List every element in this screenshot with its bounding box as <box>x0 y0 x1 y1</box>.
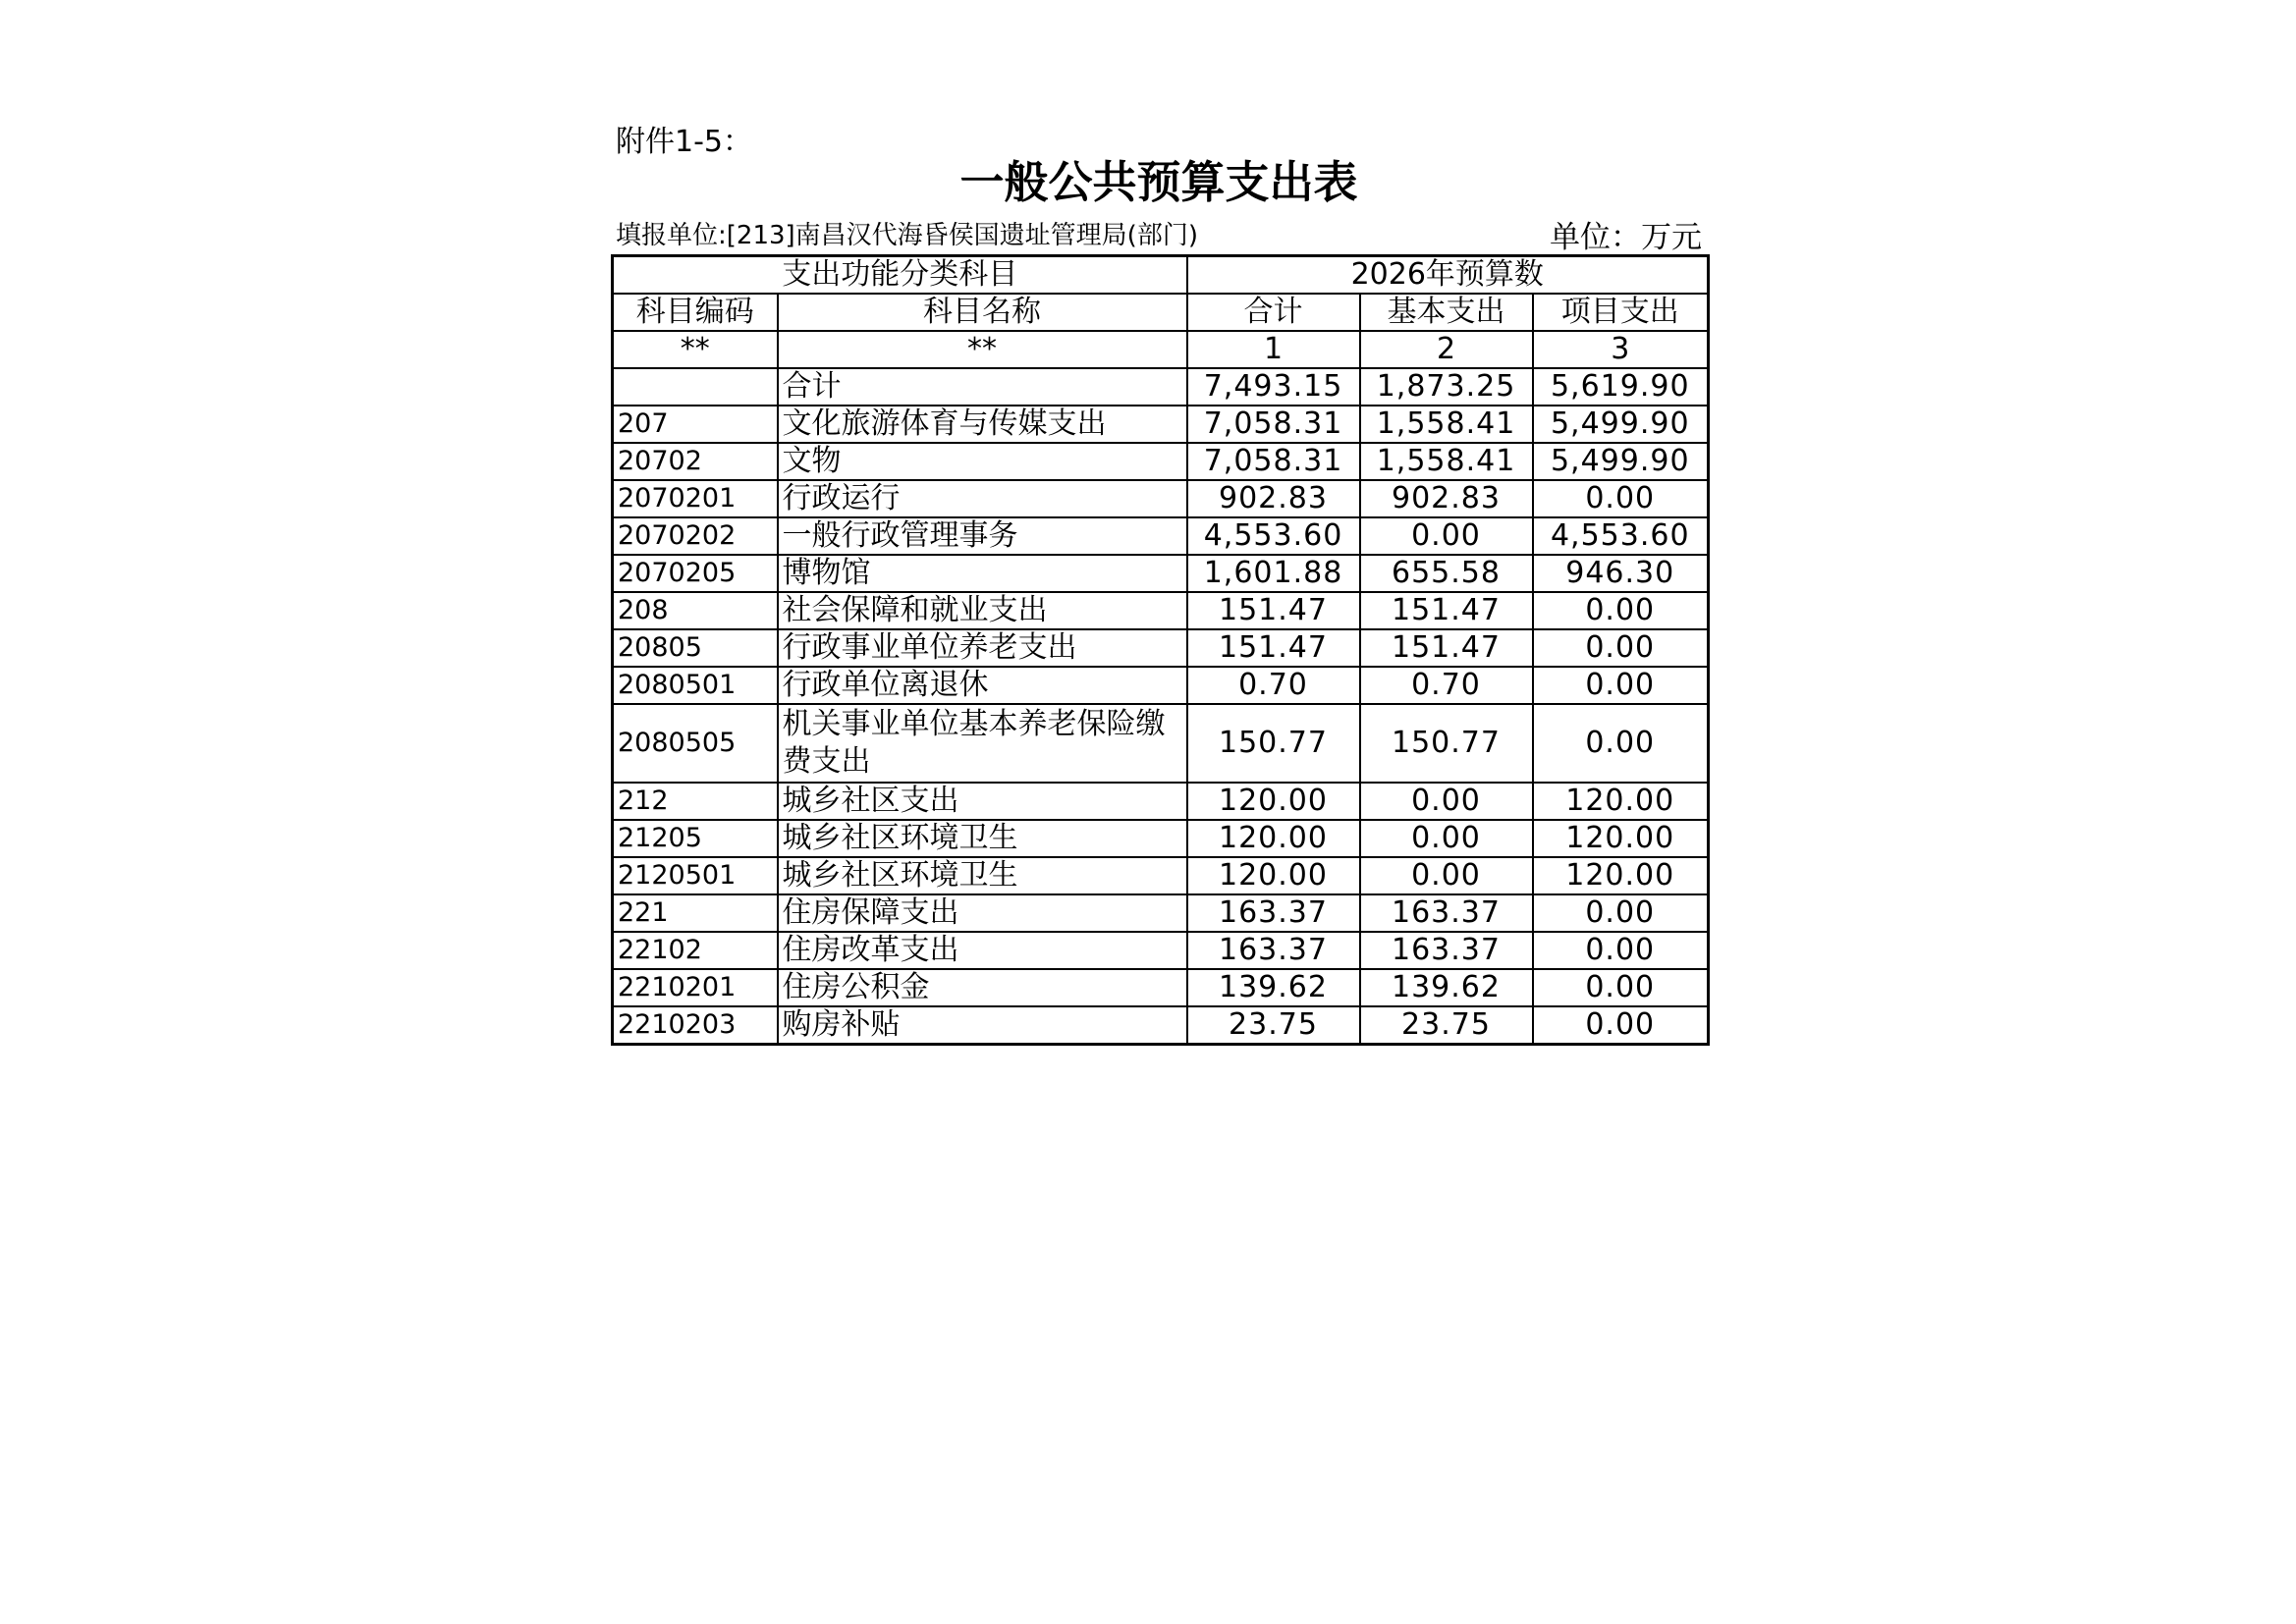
cell-name: 住房改革支出 <box>778 932 1187 969</box>
table-row <box>613 857 1709 894</box>
table-row <box>613 783 1709 820</box>
table-row <box>613 932 1709 969</box>
cell-code: 20805 <box>613 629 778 667</box>
cell-total: 0.70 <box>1187 667 1360 704</box>
header-project-index: 3 <box>1533 331 1709 368</box>
reporting-unit: 填报单位:[213]南昌汉代海昏侯国遗址管理局(部门) <box>616 221 1198 250</box>
cell-total: 163.37 <box>1187 932 1360 969</box>
cell-basic: 163.37 <box>1360 894 1533 932</box>
cell-total: 163.37 <box>1187 894 1360 932</box>
table-row <box>613 592 1709 629</box>
cell-project: 5,499.90 <box>1533 443 1709 480</box>
cell-project: 946.30 <box>1533 555 1709 592</box>
cell-basic: 163.37 <box>1360 932 1533 969</box>
cell-code: 21205 <box>613 820 778 857</box>
cell-total: 1,601.88 <box>1187 555 1360 592</box>
header-code: 科目编码 <box>613 294 778 331</box>
cell-total: 151.47 <box>1187 629 1360 667</box>
header-code-mark: ** <box>613 331 778 368</box>
cell-project: 0.00 <box>1533 667 1709 704</box>
cell-name: 住房保障支出 <box>778 894 1187 932</box>
cell-code: 2210203 <box>613 1006 778 1045</box>
table-row <box>613 555 1709 592</box>
table-row <box>613 667 1709 704</box>
cell-name: 行政事业单位养老支出 <box>778 629 1187 667</box>
cell-basic: 151.47 <box>1360 629 1533 667</box>
header-budget-year: 2026年预算数 <box>1187 256 1709 295</box>
cell-basic: 151.47 <box>1360 592 1533 629</box>
header-row-group <box>613 256 1709 295</box>
cell-basic: 0.00 <box>1360 517 1533 555</box>
cell-project: 4,553.60 <box>1533 517 1709 555</box>
cell-name: 住房公积金 <box>778 969 1187 1006</box>
header-function-category: 支出功能分类科目 <box>613 256 1187 295</box>
cell-total: 151.47 <box>1187 592 1360 629</box>
table-row <box>613 629 1709 667</box>
cell-name: 城乡社区支出 <box>778 783 1187 820</box>
table-row <box>613 368 1709 406</box>
header-total-index: 1 <box>1187 331 1360 368</box>
cell-basic: 23.75 <box>1360 1006 1533 1045</box>
cell-total: 7,493.15 <box>1187 368 1360 406</box>
cell-name: 机关事业单位基本养老保险缴费支出 <box>778 704 1187 783</box>
page-title: 一般公共预算支出表 <box>959 156 1358 208</box>
header-row-columns <box>613 294 1709 331</box>
cell-code: 2070205 <box>613 555 778 592</box>
header-basic: 基本支出 <box>1360 294 1533 331</box>
header-total: 合计 <box>1187 294 1360 331</box>
cell-basic: 1,558.41 <box>1360 443 1533 480</box>
cell-project: 0.00 <box>1533 629 1709 667</box>
cell-total: 23.75 <box>1187 1006 1360 1045</box>
header-project: 项目支出 <box>1533 294 1709 331</box>
cell-project: 5,619.90 <box>1533 368 1709 406</box>
table-row <box>613 704 1709 783</box>
cell-total: 120.00 <box>1187 783 1360 820</box>
cell-basic: 0.70 <box>1360 667 1533 704</box>
cell-name: 行政运行 <box>778 480 1187 517</box>
table-row <box>613 480 1709 517</box>
cell-project: 120.00 <box>1533 820 1709 857</box>
cell-project: 120.00 <box>1533 783 1709 820</box>
table-row <box>613 517 1709 555</box>
cell-code: 2070201 <box>613 480 778 517</box>
cell-basic: 1,873.25 <box>1360 368 1533 406</box>
attachment-label: 附件1-5： <box>616 125 752 159</box>
table-row <box>613 969 1709 1006</box>
cell-name: 购房补贴 <box>778 1006 1187 1045</box>
cell-code: 212 <box>613 783 778 820</box>
cell-name: 文化旅游体育与传媒支出 <box>778 406 1187 443</box>
cell-code <box>613 368 778 406</box>
cell-project: 0.00 <box>1533 932 1709 969</box>
table-row <box>613 406 1709 443</box>
cell-project: 0.00 <box>1533 894 1709 932</box>
cell-code: 2070202 <box>613 517 778 555</box>
budget-table <box>611 254 1710 1046</box>
cell-name: 行政单位离退休 <box>778 667 1187 704</box>
cell-total: 150.77 <box>1187 704 1360 783</box>
header-basic-index: 2 <box>1360 331 1533 368</box>
cell-total: 7,058.31 <box>1187 443 1360 480</box>
header-name-mark: ** <box>778 331 1187 368</box>
cell-total: 120.00 <box>1187 820 1360 857</box>
cell-basic: 150.77 <box>1360 704 1533 783</box>
cell-code: 2080505 <box>613 704 778 783</box>
cell-name: 合计 <box>778 368 1187 406</box>
currency-unit: 单位：万元 <box>1550 220 1702 255</box>
cell-basic: 655.58 <box>1360 555 1533 592</box>
header-row-index <box>613 331 1709 368</box>
cell-name: 社会保障和就业支出 <box>778 592 1187 629</box>
table-row <box>613 820 1709 857</box>
cell-code: 2120501 <box>613 857 778 894</box>
cell-project: 120.00 <box>1533 857 1709 894</box>
cell-project: 0.00 <box>1533 969 1709 1006</box>
cell-project: 0.00 <box>1533 480 1709 517</box>
table-row <box>613 1006 1709 1045</box>
cell-code: 208 <box>613 592 778 629</box>
table-row <box>613 443 1709 480</box>
cell-basic: 0.00 <box>1360 783 1533 820</box>
cell-basic: 139.62 <box>1360 969 1533 1006</box>
cell-project: 5,499.90 <box>1533 406 1709 443</box>
cell-code: 20702 <box>613 443 778 480</box>
cell-code: 2080501 <box>613 667 778 704</box>
cell-name: 城乡社区环境卫生 <box>778 857 1187 894</box>
cell-total: 7,058.31 <box>1187 406 1360 443</box>
cell-basic: 0.00 <box>1360 820 1533 857</box>
cell-code: 221 <box>613 894 778 932</box>
cell-name: 博物馆 <box>778 555 1187 592</box>
cell-code: 207 <box>613 406 778 443</box>
cell-basic: 1,558.41 <box>1360 406 1533 443</box>
cell-code: 22102 <box>613 932 778 969</box>
cell-name: 城乡社区环境卫生 <box>778 820 1187 857</box>
table-row <box>613 894 1709 932</box>
cell-total: 902.83 <box>1187 480 1360 517</box>
cell-total: 4,553.60 <box>1187 517 1360 555</box>
cell-name: 文物 <box>778 443 1187 480</box>
cell-basic: 0.00 <box>1360 857 1533 894</box>
cell-project: 0.00 <box>1533 1006 1709 1045</box>
cell-project: 0.00 <box>1533 592 1709 629</box>
cell-total: 120.00 <box>1187 857 1360 894</box>
cell-project: 0.00 <box>1533 704 1709 783</box>
header-name: 科目名称 <box>778 294 1187 331</box>
cell-code: 2210201 <box>613 969 778 1006</box>
cell-total: 139.62 <box>1187 969 1360 1006</box>
cell-basic: 902.83 <box>1360 480 1533 517</box>
cell-name: 一般行政管理事务 <box>778 517 1187 555</box>
